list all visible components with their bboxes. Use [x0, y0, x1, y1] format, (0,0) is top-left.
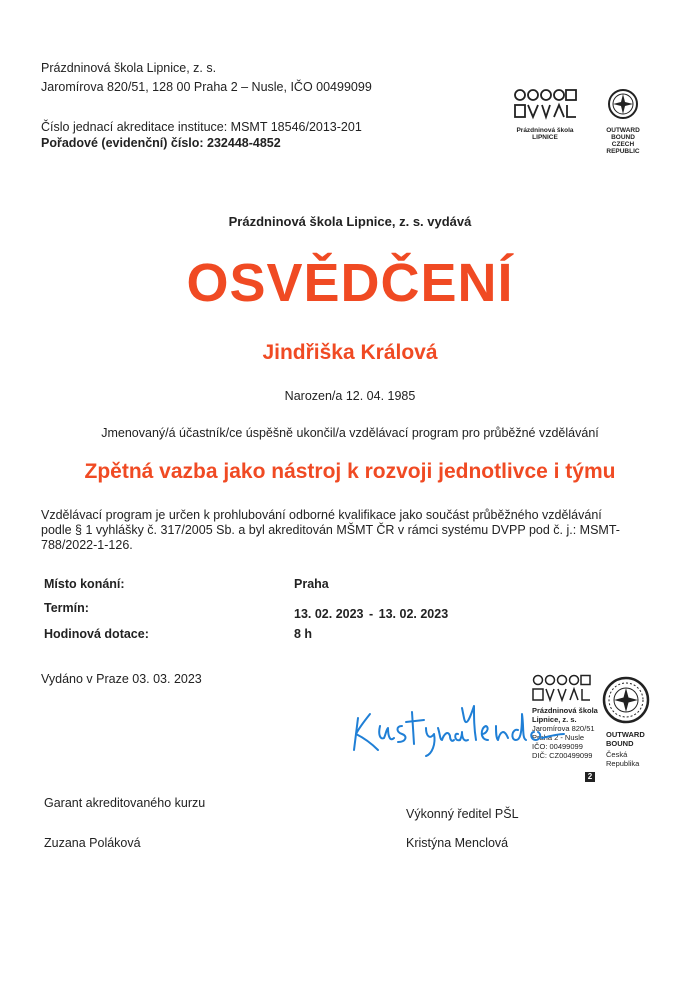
completion-text: Jmenovaný/á účastník/ce úspěšně ukončil/a vzdělávací program pro průběžné vzdělávání [101, 426, 599, 440]
term-start: 13. 02. 2023 [294, 607, 364, 621]
psl-logo-icon [512, 88, 578, 122]
description-line-3: 788/2022-1-126. [41, 538, 133, 552]
term-value [294, 607, 448, 621]
hours-value: 8 h [294, 627, 313, 641]
outward-bound-logo [596, 88, 650, 155]
handwritten-signature [350, 704, 570, 760]
psl-logo-caption-2: LIPNICE [532, 134, 558, 141]
ob-logo-caption-1: OUTWARD BOUND [606, 127, 640, 141]
stamp-line-2: Lipnice, z. s. [532, 715, 577, 724]
accreditation-number: Číslo jednací akreditace instituce: MSMT 18546/2013-201 [41, 120, 362, 134]
stamp-ob-3: Česká [606, 750, 628, 759]
description-line-2: podle § 1 vyhlášky č. 317/2005 Sb. a byl akreditován MŠMT ČR v rámci systému DVPP pod č. j.: MSMT- [41, 523, 620, 537]
director-name: Kristýna Menclová [406, 836, 509, 850]
stamp-ob-text [606, 730, 645, 748]
stamp-psl-logo-icon [530, 674, 600, 704]
stamp-ob-2: BOUND [606, 739, 634, 748]
term-separator: - [369, 607, 374, 621]
term-label: Termín: [44, 601, 89, 615]
compass-icon [596, 88, 650, 122]
certificate-title: OSVĚDČENÍ [186, 253, 514, 313]
serial-number: Pořadové (evidenční) číslo: 232448-4852 [41, 136, 281, 150]
stamp-number: 2 [585, 772, 595, 782]
issuer-line: Prázdninová škola Lipnice, z. s. vydává [228, 214, 472, 229]
stamp-line-1: Prázdninová škola [532, 706, 598, 715]
stamp-ob-country [606, 750, 639, 768]
org-address: Jaromírova 820/51, 128 00 Praha 2 – Nusle, IČO 00499099 [41, 80, 372, 94]
stamp-line-5: IČO: 00499099 [532, 742, 583, 751]
recipient-birthdate: Narozen/a 12. 04. 1985 [284, 389, 416, 403]
psl-logo [512, 88, 578, 141]
place-value: Praha [294, 577, 329, 591]
director-role: Výkonný ředitel PŠL [406, 807, 519, 821]
program-title: Zpětná vazba jako nástroj k rozvoji jednotlivce i týmu [84, 460, 616, 483]
recipient-name: Jindřiška Králová [262, 341, 438, 364]
stamp-ob-4: Republika [606, 759, 640, 768]
org-name: Prázdninová škola Lipnice, z. s. [41, 61, 217, 75]
ob-logo-caption-2: CZECH REPUBLIC [606, 141, 640, 155]
psl-logo-caption-1: Prázdninová škola [516, 127, 574, 134]
stamp-ob-1: OUTWARD [606, 730, 645, 739]
term-end: 13. 02. 2023 [378, 607, 449, 621]
hours-label: Hodinová dotace: [44, 627, 149, 641]
place-label: Místo konání: [44, 577, 125, 591]
stamp-line-4: Praha 2 - Nusle [532, 733, 585, 742]
issued-date: Vydáno v Praze 03. 03. 2023 [41, 672, 202, 686]
guarantor-role: Garant akreditovaného kurzu [44, 796, 206, 810]
stamp-line-6: DIČ: CZ00499099 [532, 751, 593, 760]
stamp-compass-icon [602, 676, 650, 724]
stamp-line-3: Jaromírova 820/51 [532, 724, 595, 733]
guarantor-name: Zuzana Poláková [44, 836, 141, 850]
program-description [41, 508, 666, 553]
description-line-1: Vzdělávací program je určen k prohlubování odborné kvalifikace jako součást průběžného vzdělávání [41, 508, 602, 522]
